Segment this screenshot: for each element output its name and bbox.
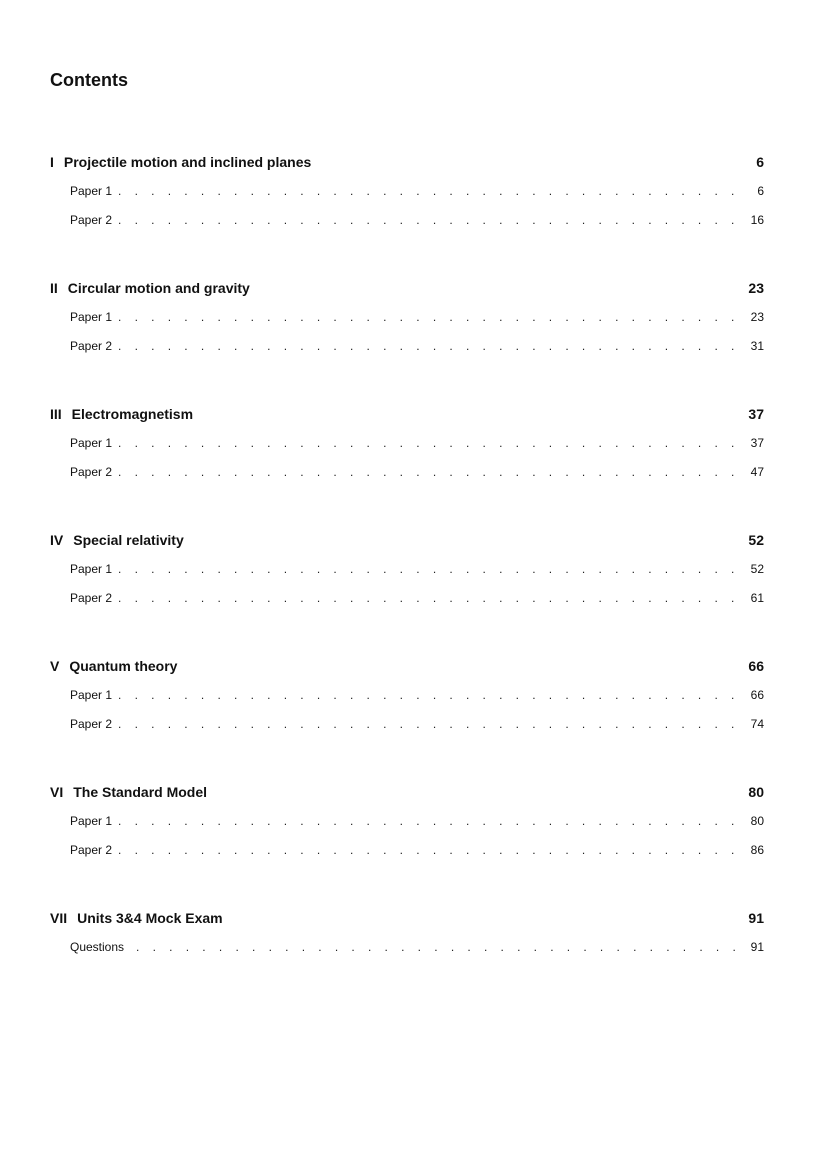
toc-entry[interactable] [50, 717, 764, 736]
entry-page-number: 47 [750, 465, 764, 479]
part-page-number: 6 [756, 154, 764, 170]
toc-entry[interactable] [50, 688, 764, 707]
part-number: VII [50, 910, 68, 926]
toc-entry[interactable] [50, 213, 764, 232]
dot-leader [118, 436, 736, 450]
part-page-number: 52 [748, 532, 764, 548]
dot-leader [118, 339, 736, 353]
toc-entry[interactable] [50, 591, 764, 610]
dot-leader [118, 688, 736, 702]
entry-label: Paper 1 [70, 310, 113, 324]
toc-part-heading[interactable] [50, 151, 764, 173]
entry-page-number: 52 [750, 562, 764, 576]
dot-leader [118, 184, 736, 198]
dot-leader [136, 940, 736, 954]
part-number: IV [50, 532, 64, 548]
part-title: Quantum theory [69, 658, 178, 674]
toc-part [50, 277, 764, 358]
toc-entry[interactable] [50, 310, 764, 329]
entry-label: Paper 1 [70, 436, 113, 450]
part-number: VI [50, 784, 64, 800]
toc-part-heading[interactable] [50, 655, 764, 677]
part-title: Circular motion and gravity [67, 280, 250, 296]
page-title: Contents [50, 70, 128, 90]
table-of-contents [50, 151, 764, 959]
dot-leader [118, 843, 736, 857]
entry-page-number: 31 [750, 339, 764, 353]
toc-entry[interactable] [50, 436, 764, 455]
entry-label: Paper 1 [70, 814, 113, 828]
toc-part [50, 907, 764, 959]
part-number: V [50, 658, 60, 674]
toc-part [50, 781, 764, 862]
toc-entry[interactable] [50, 562, 764, 581]
dot-leader [118, 717, 736, 731]
part-page-number: 23 [748, 280, 764, 296]
entry-page-number: 74 [750, 717, 764, 731]
toc-entry[interactable] [50, 843, 764, 862]
entry-label: Paper 2 [70, 717, 113, 731]
toc-part-heading[interactable] [50, 277, 764, 299]
toc-entry[interactable] [50, 339, 764, 358]
toc-part [50, 655, 764, 736]
entry-page-number: 91 [750, 940, 764, 954]
entry-page-number: 61 [750, 591, 764, 605]
part-page-number: 66 [748, 658, 764, 674]
entry-label: Paper 1 [70, 688, 113, 702]
entry-label: Paper 2 [70, 213, 113, 227]
toc-part-heading[interactable] [50, 781, 764, 803]
entry-page-number: 16 [750, 213, 764, 227]
toc-part [50, 403, 764, 484]
entry-page-number: 6 [757, 184, 764, 198]
entry-page-number: 66 [750, 688, 764, 702]
toc-entry[interactable] [50, 940, 764, 959]
entry-page-number: 80 [750, 814, 764, 828]
part-page-number: 91 [748, 910, 764, 926]
entry-page-number: 86 [750, 843, 764, 857]
toc-entry[interactable] [50, 814, 764, 833]
part-title: Electromagnetism [71, 406, 194, 422]
toc-entry[interactable] [50, 184, 764, 203]
toc-part [50, 529, 764, 610]
dot-leader [118, 213, 736, 227]
part-number: I [50, 154, 54, 170]
toc-part-heading[interactable] [50, 529, 764, 551]
part-page-number: 37 [748, 406, 764, 422]
toc-part-heading[interactable] [50, 907, 764, 929]
part-number: II [50, 280, 58, 296]
entry-label: Paper 2 [70, 591, 113, 605]
entry-label: Paper 2 [70, 843, 113, 857]
entry-label: Paper 1 [70, 184, 113, 198]
part-title: Projectile motion and inclined planes [63, 154, 312, 170]
dot-leader [118, 310, 736, 324]
entry-label: Paper 1 [70, 562, 113, 576]
part-page-number: 80 [748, 784, 764, 800]
toc-part [50, 151, 764, 232]
dot-leader [118, 465, 736, 479]
entry-label: Paper 2 [70, 465, 113, 479]
dot-leader [118, 591, 736, 605]
entry-page-number: 37 [750, 436, 764, 450]
toc-part-heading[interactable] [50, 403, 764, 425]
part-title: The Standard Model [73, 784, 208, 800]
toc-entry[interactable] [50, 465, 764, 484]
entry-label: Paper 2 [70, 339, 113, 353]
part-title: Units 3&4 Mock Exam [77, 910, 223, 926]
dot-leader [118, 562, 736, 576]
part-title: Special relativity [73, 532, 184, 548]
dot-leader [118, 814, 736, 828]
part-number: III [50, 406, 62, 422]
entry-page-number: 23 [750, 310, 764, 324]
entry-label: Questions [70, 940, 125, 954]
